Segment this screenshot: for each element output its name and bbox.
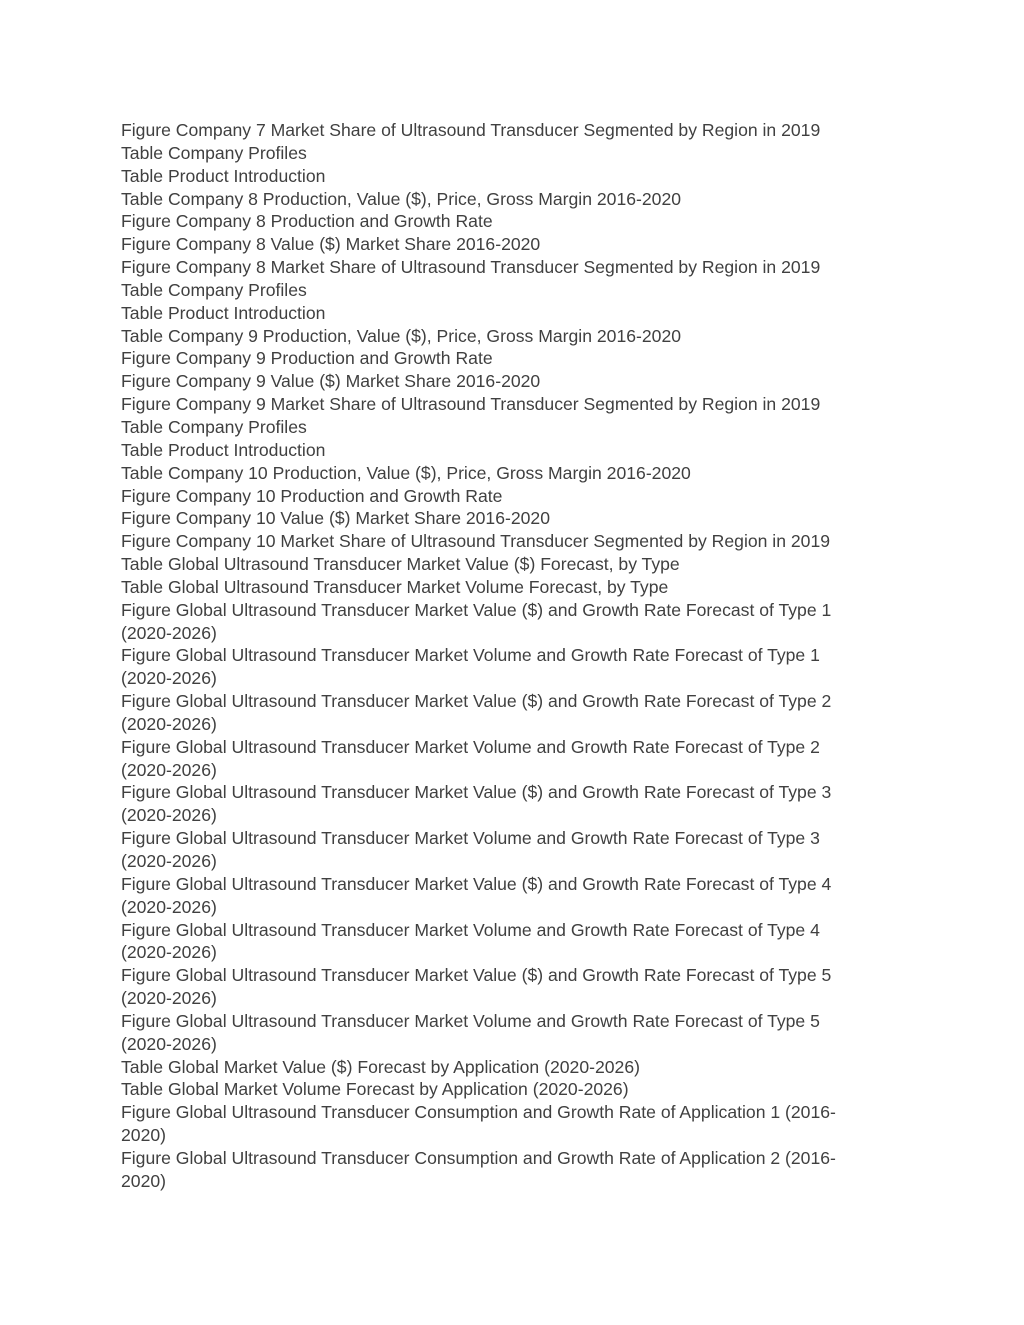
document-line: Figure Company 8 Production and Growth Rate — [121, 211, 493, 232]
document-line: Figure Company 9 Production and Growth Rate — [121, 348, 493, 369]
document-line: Table Global Ultrasound Transducer Market Volume Forecast, by Type — [121, 576, 669, 597]
document-line: (2020-2026) — [121, 942, 217, 963]
document-line: (2020-2026) — [121, 759, 217, 780]
document-line: (2020-2026) — [121, 1033, 217, 1054]
document-line: Figure Company 10 Value ($) Market Share 2016-2020 — [121, 508, 551, 529]
document-line: Figure Global Ultrasound Transducer Market Volume and Growth Rate Forecast of Type 1 — [121, 645, 820, 666]
document-line: Figure Global Ultrasound Transducer Market Value ($) and Growth Rate Forecast of Type 4 — [121, 873, 832, 894]
document-line: Table Product Introduction — [121, 302, 326, 323]
document-line: Table Product Introduction — [121, 165, 326, 186]
document-line: Figure Global Ultrasound Transducer Market Volume and Growth Rate Forecast of Type 2 — [121, 736, 820, 757]
document-line: Figure Company 7 Market Share of Ultrasound Transducer Segmented by Region in 2019 — [121, 120, 821, 140]
document-line: Figure Company 9 Value ($) Market Share 2016-2020 — [121, 371, 541, 392]
document-line: Figure Global Ultrasound Transducer Market Value ($) and Growth Rate Forecast of Type 1 — [121, 599, 832, 620]
document-line: Figure Global Ultrasound Transducer Market Value ($) and Growth Rate Forecast of Type 3 — [121, 782, 832, 803]
document-line: (2020-2026) — [121, 851, 217, 871]
document-line: Figure Global Ultrasound Transducer Market Volume and Growth Rate Forecast of Type 3 — [121, 828, 820, 849]
document-line: Table Company 8 Production, Value ($), Price, Gross Margin 2016-2020 — [121, 188, 682, 209]
document-line: (2020-2026) — [121, 622, 217, 643]
document-line: Figure Global Ultrasound Transducer Market Volume and Growth Rate Forecast of Type 5 — [121, 1010, 820, 1031]
document-line: Table Company 9 Production, Value ($), Price, Gross Margin 2016-2020 — [121, 325, 682, 346]
document-line: (2020-2026) — [121, 668, 217, 689]
document-line: Figure Company 10 Market Share of Ultrasound Transducer Segmented by Region in 2019 — [121, 531, 831, 552]
document-line: Figure Global Ultrasound Transducer Market Value ($) and Growth Rate Forecast of Type 2 — [121, 691, 832, 712]
document-line: Figure Global Ultrasound Transducer Consumption and Growth Rate of Application 2 (2016- — [121, 1147, 836, 1168]
document-line: Table Company Profiles — [121, 279, 307, 300]
document-line: Table Global Ultrasound Transducer Market Value ($) Forecast, by Type — [121, 554, 680, 575]
document-page — [121, 119, 881, 1193]
document-line: Figure Company 8 Value ($) Market Share 2016-2020 — [121, 234, 541, 255]
document-line: 2020) — [121, 1170, 166, 1191]
document-line: Table Global Market Value ($) Forecast by Application (2020-2026) — [121, 1056, 640, 1077]
document-line: Table Product Introduction — [121, 439, 326, 460]
document-line: Figure Global Ultrasound Transducer Market Volume and Growth Rate Forecast of Type 4 — [121, 919, 820, 940]
document-line: (2020-2026) — [121, 988, 217, 1009]
document-line: Figure Global Ultrasound Transducer Market Value ($) and Growth Rate Forecast of Type 5 — [121, 965, 832, 986]
document-line: Table Company Profiles — [121, 416, 307, 437]
document-line: Figure Company 8 Market Share of Ultrasound Transducer Segmented by Region in 2019 — [121, 257, 821, 278]
document-line: Table Global Market Volume Forecast by Application (2020-2026) — [121, 1079, 629, 1100]
document-line: Table Company 10 Production, Value ($), Price, Gross Margin 2016-2020 — [121, 462, 691, 483]
document-line: (2020-2026) — [121, 805, 217, 826]
document-line: (2020-2026) — [121, 713, 217, 734]
document-line: Table Company Profiles — [121, 142, 307, 163]
document-line: Figure Global Ultrasound Transducer Consumption and Growth Rate of Application 1 (2016- — [121, 1102, 836, 1123]
document-line: Figure Company 9 Market Share of Ultrasound Transducer Segmented by Region in 2019 — [121, 394, 821, 415]
document-line: Figure Company 10 Production and Growth Rate — [121, 485, 503, 506]
document-line: (2020-2026) — [121, 896, 217, 917]
document-line: 2020) — [121, 1125, 166, 1146]
